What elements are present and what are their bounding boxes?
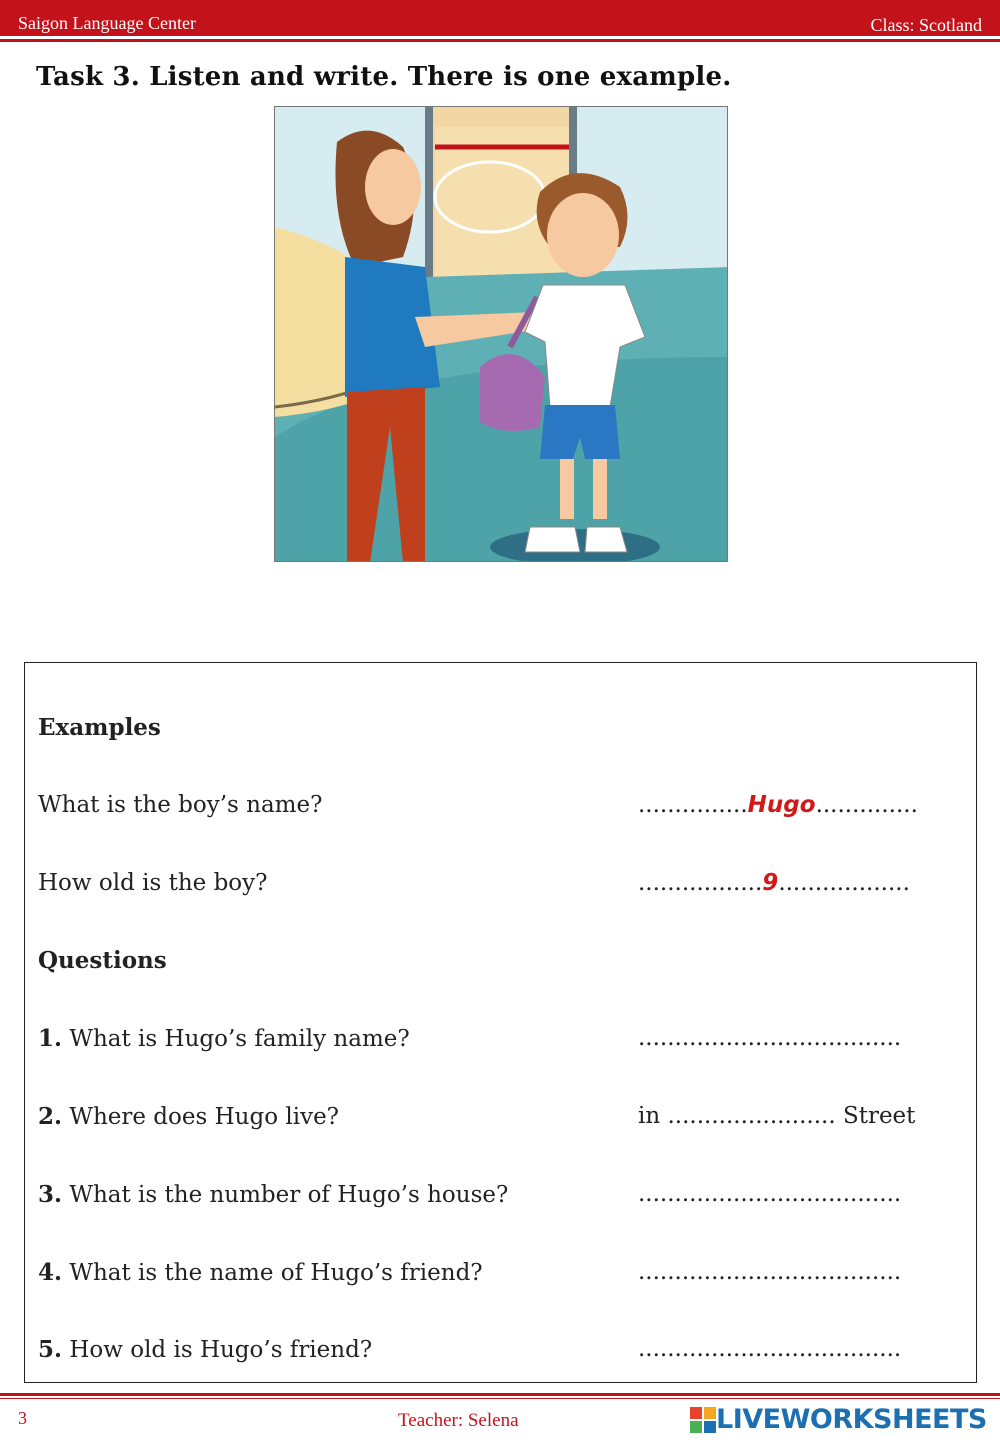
example-answer-1 [638,792,918,818]
question-number: 3. [38,1181,63,1208]
answer-field-4[interactable]: .................................... [638,1259,902,1285]
footer-divider [0,1393,1000,1396]
illustration-image [274,106,728,562]
question-text: What is the number of Hugo’s house? [69,1182,509,1208]
header-divider [0,39,1000,42]
page-number: 3 [18,1408,27,1428]
example-answer-2 [638,870,910,896]
answer-dots: .................. [778,870,910,896]
answer-field-5[interactable]: .................................... [638,1336,902,1362]
liveworksheets-logo[interactable] [690,1404,987,1435]
question-1 [38,1025,410,1052]
liveworksheets-logo-icon [690,1407,716,1433]
questions-heading: Questions [38,947,167,974]
question-text: What is Hugo’s family name? [69,1026,410,1052]
answer-field-1[interactable]: .................................... [638,1025,902,1051]
question-2 [38,1103,339,1130]
question-text: How old is Hugo’s friend? [69,1337,373,1363]
example-question-2: How old is the boy? [38,870,268,896]
task-title: Task 3. Listen and write. There is one example. [36,62,732,92]
footer-divider-thin [0,1398,1000,1399]
question-number: 4. [38,1259,63,1286]
class-name: Class: Scotland [870,15,982,35]
woman-and-boy-illustration [275,107,728,562]
example-question-1: What is the boy’s name? [38,792,323,818]
answer-dots: ............... [638,792,748,818]
teacher-name: Teacher: Selena [398,1410,519,1431]
question-4 [38,1259,483,1286]
answer-field-2[interactable]: in ....................... Street [638,1103,916,1129]
answer-dots: .............. [815,792,918,818]
answer-dots: ................. [638,870,763,896]
logo-text: LIVEWORKSHEETS [716,1404,987,1435]
question-number: 2. [38,1103,63,1130]
question-text: What is the name of Hugo’s friend? [69,1260,483,1286]
question-number: 1. [38,1025,63,1052]
example-answer-value: Hugo [747,792,816,818]
answer-field-3[interactable]: .................................... [638,1181,902,1207]
example-answer-value: 9 [762,870,779,896]
question-text: Where does Hugo live? [69,1104,340,1130]
question-3 [38,1181,508,1208]
examples-heading: Examples [38,714,161,741]
question-number: 5. [38,1336,63,1363]
school-name: Saigon Language Center [18,13,196,33]
question-5 [38,1336,372,1363]
